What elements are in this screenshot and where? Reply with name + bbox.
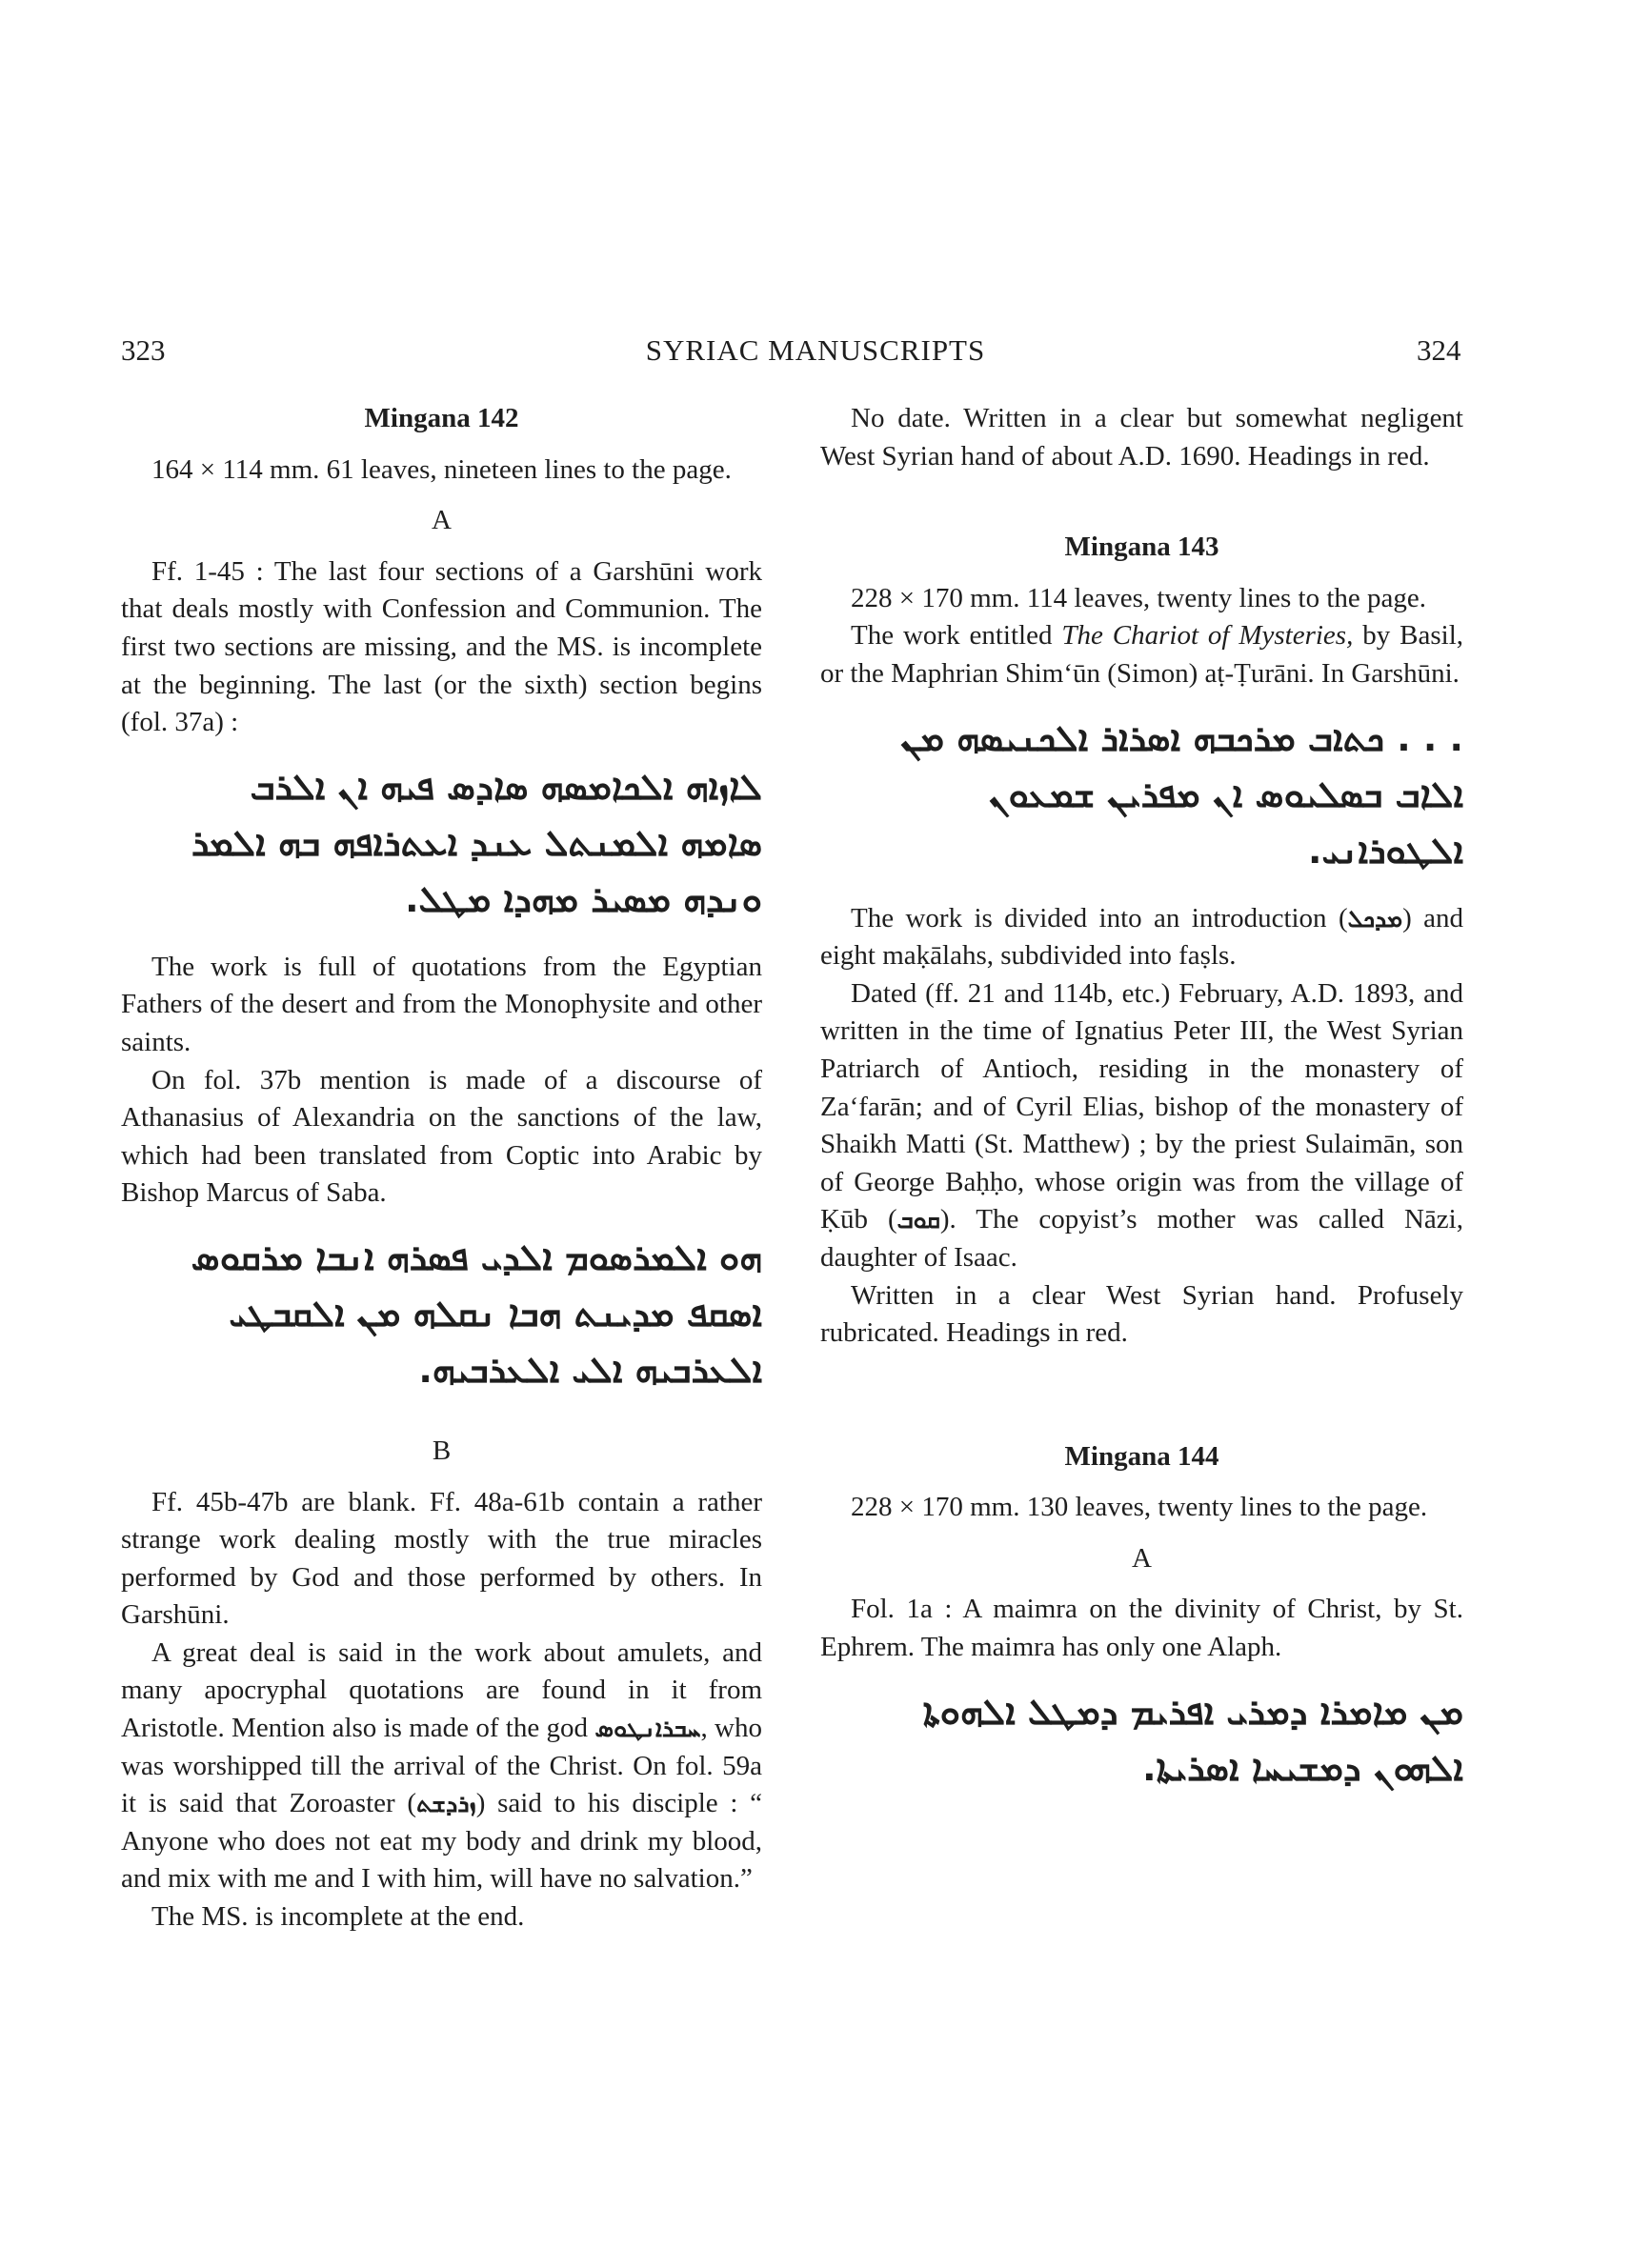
syriac-inline: ܙܪܕܫܬ xyxy=(416,1790,476,1818)
paragraph-text: ). The copyist’s mother was called Nāzi, daughter of Isaac. xyxy=(820,1204,1463,1273)
syriac-line: ܣܐܡܗ ܐܠܡܢܬܠ ܥܢܕ ܐܥܬܪܐܦܗ ܒܗ ܐܠܡܪ xyxy=(191,821,762,864)
paragraph-text: The work is divided into an introduction ( xyxy=(851,902,1348,933)
left-column xyxy=(121,400,762,1937)
section-a-label: A xyxy=(432,505,452,536)
paragraph: No date. Written in a clear but somewhat negligent West Syrian hand of about A.D. 1690. Headings in red. xyxy=(820,403,1463,472)
syriac-quotation xyxy=(820,711,1463,879)
paragraph xyxy=(820,975,1463,1277)
paragraph-text: ) said to his disciple : “ Anyone who does not eat my body and drink my blood, and mix with me and I with him, will have no salvation.” xyxy=(121,1788,762,1895)
paragraph: The MS. is incomplete at the end. xyxy=(151,1901,525,1933)
section-b-label: B xyxy=(432,1435,452,1466)
syriac-quotation xyxy=(121,759,762,928)
paragraph: Written in a clear West Syrian hand. Profusely rubricated. Headings in red. xyxy=(820,1279,1463,1349)
paragraph-text: ) and eight maḳālahs, subdivided into faṣls. xyxy=(820,902,1464,972)
paragraph: Fol. 1a : A maimra on the divinity of Christ, by St. Ephrem. The maimra has only one Alaph. xyxy=(820,1594,1463,1663)
mingana-144-heading: Mingana 144 xyxy=(1064,1440,1219,1472)
right-column xyxy=(820,400,1463,1817)
paragraph-text: A great deal is said in the work about amulets, and many apocryphal quotations are found in it from Aristotle. Mention also is made of the god xyxy=(121,1636,762,1744)
syriac-inline: ܚܒܪܐܢܛܘܣ xyxy=(594,1715,701,1743)
syriac-line: ܘܢܕܗ ܡܣܝܪ ܡܗܕܐ ܡܛܠ. xyxy=(405,877,762,920)
paragraph: On fol. 37b mention is made of a discourse of Athanasius of Alexandria on the sanctions of the law, which had been translated from Coptic into Arabic by Bishop Marcus of Saba. xyxy=(121,1064,762,1209)
syriac-quotation xyxy=(820,1684,1463,1796)
syriac-line: ܠܐܙܐܗ ܐܠܟܐܡܣܗ ܣܐܕܣ ܦܝܗ ܐܢ ܐܠܪܒ xyxy=(250,765,762,808)
paragraph: Ff. 45b-47b are blank. Ff. 48a-61b contain a rather strange work dealing mostly with the true miracles performed by God and those performed by others. In Garshūni. xyxy=(121,1486,762,1631)
paragraph-text: The work entitled xyxy=(851,620,1053,652)
paragraph-text: , who was worshipped till the arrival of the Christ. On fol. 59a it is said that Zoroaster ( xyxy=(121,1713,763,1819)
mingana-143-description: 228 × 170 mm. 114 leaves, twenty lines to the page. xyxy=(851,582,1427,613)
syriac-line: ܐܠܐܒ ܒܣܠܝܘܣ ܐܢ ܡܦܪܝܢ ܫܡܥܘܢ xyxy=(988,773,1463,815)
paragraph-text: Dated (ff. 21 and 114b, etc.) February, A.D. 1893, and written in the time of Ignatius Peter III, the West Syrian Patriarch of Antioch, residing in the monastery of Za‘farān; and of Cyril Elias, bishop of the monastery of Shaikh Matti (St. Matthew) ; by the priest Sulaimān, son of George Baḥḥo, whose origin was from the village of Ḳūb ( xyxy=(820,977,1463,1235)
mingana-144-description: 228 × 170 mm. 130 leaves, twenty lines to the page. xyxy=(851,1492,1428,1523)
syriac-line: ܐܠܥܪܒܝܗ ܐܠܝ ܐܠܥܪܒܝܗ. xyxy=(418,1348,762,1391)
mingana-142-description: 164 × 114 mm. 61 leaves, nineteen lines to the page. xyxy=(151,453,732,485)
paragraph xyxy=(121,1635,762,1898)
work-title: The Chariot of Mysteries, xyxy=(1061,620,1354,652)
syriac-line: ܐܣܩܦ ܡܕܝܢܬ ܗܒܐ ܢܩܠܗ ܡܢ ܐܠܩܒܛܝ xyxy=(229,1292,762,1335)
syriac-inline: ܩܘܒ xyxy=(896,1206,940,1234)
syriac-quotation xyxy=(121,1230,762,1398)
paragraph xyxy=(820,900,1463,975)
paragraph-text: by Basil, or the Maphrian Shim‘ūn (Simon) aṭ-Ṭurāni. In Garshūni. xyxy=(820,620,1464,689)
syriac-line: ܡܢ ܡܐܡܪܐ ܕܡܪܝ ܐܦܪܝܡ ܕܡܛܠ ܐܠܗܘܬܐ xyxy=(922,1690,1463,1733)
syriac-line: ܗܘ ܐܠܡܪܣܘܡ ܐܠܕܝ ܦܣܪܗ ܐܢܒܐ ܡܪܩܘܣ xyxy=(191,1235,762,1278)
mingana-143-heading: Mingana 143 xyxy=(1064,532,1219,563)
paragraph: Ff. 1-45 : The last four sections of a Garshūni work that deals mostly with Confession and Communion. The first two sections are missing, and the MS. is incomplete at the beginning. The last (or the sixth) section begins (fol. 37a) : xyxy=(121,555,762,738)
paragraph xyxy=(820,617,1463,692)
running-title: SYRIAC MANUSCRIPTS xyxy=(645,333,986,367)
paragraph: The work is full of quotations from the Egyptian Fathers of the desert and from the Monophysite and other saints. xyxy=(121,951,762,1057)
section-a-label: A xyxy=(1132,1542,1152,1574)
syriac-inline: ܡܕܟܠ xyxy=(1347,904,1403,933)
page-number-left: 323 xyxy=(121,333,166,367)
mingana-142-heading: Mingana 142 xyxy=(364,403,519,433)
page-number-right: 324 xyxy=(1417,333,1461,367)
syriac-line: . . . ܟܬܐܒ ܡܪܟܒܗ ܐܣܪܐܪ ܐܠܟܢܝܣܗ ܡܢ xyxy=(900,716,1463,759)
syriac-line: ܐܠܛܘܪܐܢܝ. xyxy=(1308,829,1463,872)
syriac-line: ܐܠܗܘܢ ܕܡܫܝܚܐ ܐܣܪܝܬܐ. xyxy=(1142,1746,1463,1789)
